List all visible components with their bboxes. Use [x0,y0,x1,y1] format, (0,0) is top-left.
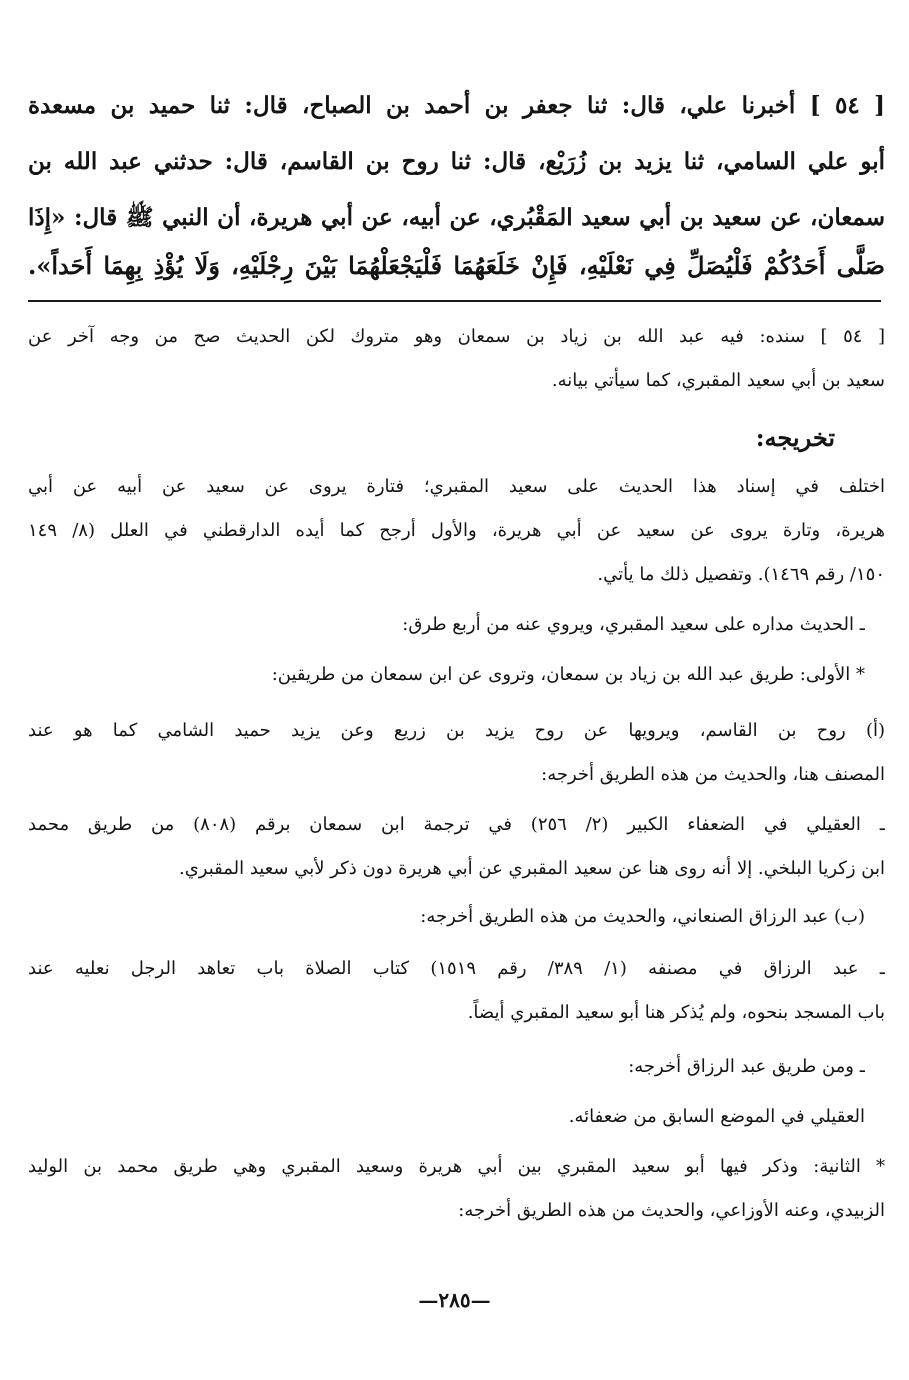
paragraph-line: العقيلي في الموضع السابق من ضعفائه. [568,1106,865,1127]
paragraph-line: المصنف هنا، والحديث من هذه الطريق أخرجه: [541,764,885,785]
sanad-line: [ ٥٤ ] سنده: فيه عبد الله بن زياد بن سمعان وهو متروك لكن الحديث صح من وجه آخر عن [28,326,885,347]
paragraph-line: * الثانية: وذكر فيها أبو سعيد المقبري بين أبي هريرة وسعيد المقبري وهي طريق محمد بن الوليد [28,1156,885,1177]
paragraph-line: هريرة، وتارة يروى عن سعيد عن أبي هريرة، والأول أرجح كما أيده الدارقطني في العلل (٨/ ١٤٩ [28,520,885,541]
paragraph-line: * الأولى: طريق عبد الله بن زياد بن سمعان، وتروى عن ابن سمعان من طريقين: [271,664,865,685]
hadith-line: [ ٥٤ ] أخبرنا علي، قال: ثنا جعفر بن أحمد بن الصباح، قال: ثنا حميد بن مسعدة [28,92,885,119]
hadith-line: صَلَّى أَحَدُكُمْ فَلْيُصَلِّ فِي نَعْلَيْهِ، فَإِنْ خَلَعَهُمَا فَلْيَجْعَلْهُمَا بَيْنَ رِجْلَيْهِ، وَلَا يُؤْذِ بِهِمَا أَحَداً». [28,251,885,280]
hadith-line: أبو علي السامي، ثنا يزيد بن زُرَيْع، قال: ثنا روح بن القاسم، قال: حدثني عبد الله بن [28,148,885,175]
paragraph-line: (أ) روح بن القاسم، ويرويها عن روح يزيد بن زريع وعن يزيد حميد الشامي كما هو عند [28,720,885,741]
paragraph-line: ـ الحديث مداره على سعيد المقبري، ويروي عنه من أربع طرق: [402,614,865,635]
page-number: —٢٨٥— [418,1288,491,1312]
sanad-line: سعيد بن أبي سعيد المقبري، كما سيأتي بيانه. [551,370,885,391]
paragraph-line: ـ عبد الرزاق في مصنفه (١/ ٣٨٩/ رقم ١٥١٩) كتاب الصلاة باب تعاهد الرجل نعليه عند [28,958,885,979]
paragraph-line: ـ ومن طريق عبد الرزاق أخرجه: [628,1056,865,1077]
paragraph-line: الزبيدي، وعنه الأوزاعي، والحديث من هذه الطريق أخرجه: [458,1200,885,1221]
paragraph-line: باب المسجد بنحوه، ولم يُذكر هنا أبو سعيد المقبري أيضاً. [467,1002,885,1023]
takhrij-heading: تخريجه: [755,423,835,452]
footnote-separator [28,300,881,302]
paragraph-line: ١٥٠/ رقم ١٤٦٩). وتفصيل ذلك ما يأتي. [597,564,885,585]
paragraph-line: اختلف في إسناد هذا الحديث على سعيد المقبري؛ فتارة يروى عن سعيد عن أبيه عن أبي [28,476,885,497]
paragraph-line: ابن زكريا البلخي. إلا أنه روى هنا عن سعيد المقبري عن أبي هريرة دون ذكر لأبي سعيد المقبري. [178,858,885,879]
hadith-line: سمعان، عن سعيد بن أبي سعيد المَقْبُري، عن أبيه، عن أبي هريرة، أن النبي ﷺ قال: «إِذَا [28,204,885,231]
paragraph-line: ـ العقيلي في الضعفاء الكبير (٢/ ٢٥٦) في ترجمة ابن سمعان برقم (٨٠٨) من طريق محمد [28,814,885,835]
paragraph-line: (ب) عبد الرزاق الصنعاني، والحديث من هذه الطريق أخرجه: [420,906,865,927]
